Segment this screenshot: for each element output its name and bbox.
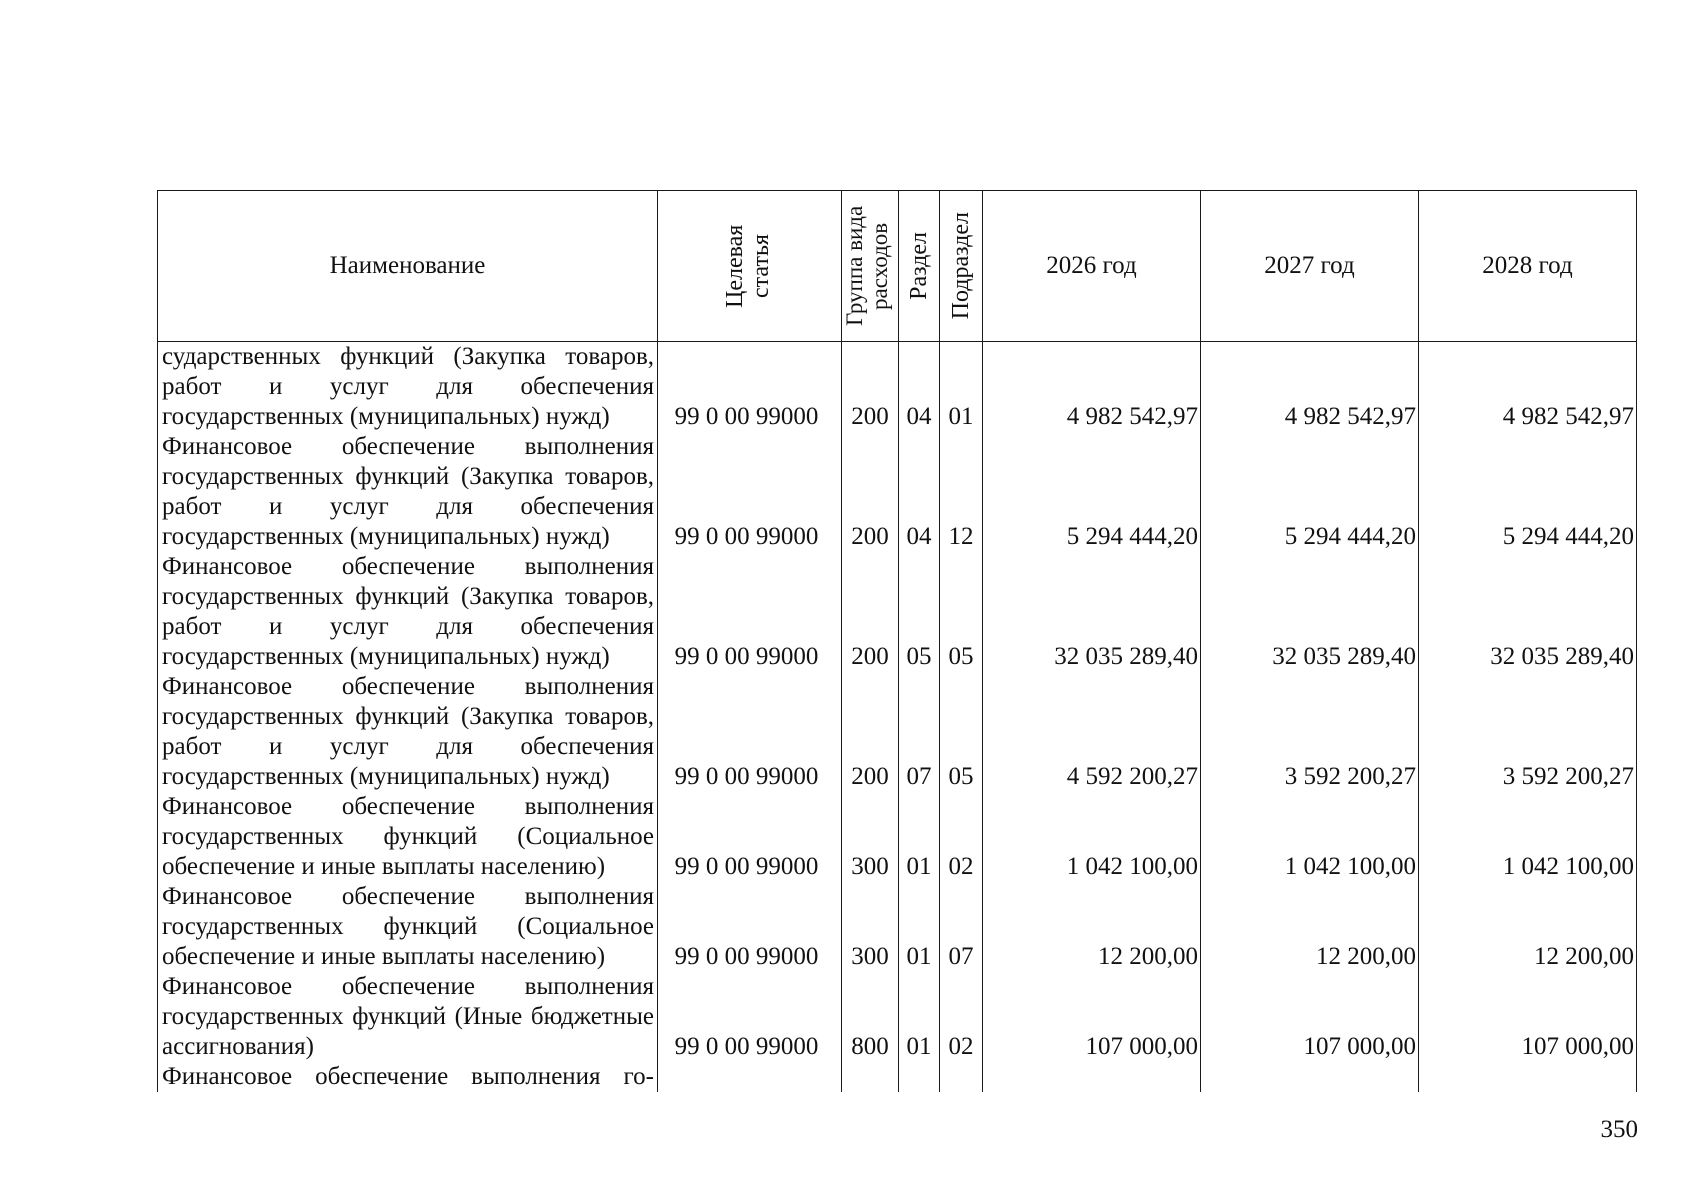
header-expense-group — [842, 191, 899, 342]
row-target-article: 99 0 00 99000 — [658, 882, 842, 972]
row-amount-2028: 3 592 200,27 — [1419, 672, 1637, 792]
row-name: Финансовое обеспечение выполнения государственных функций (Социальное обеспечение и иные выплаты населению) — [158, 882, 658, 972]
header-target-article — [658, 191, 842, 342]
row-expense-group: 300 — [842, 792, 899, 882]
header-year-2028: 2028 год — [1419, 191, 1637, 342]
row-target-article: 99 0 00 99000 — [658, 972, 842, 1062]
page-number: 350 — [1600, 1116, 1638, 1143]
table-row — [158, 672, 1637, 792]
row-target-article: 99 0 00 99000 — [658, 672, 842, 792]
row-amount-2026: 1 042 100,00 — [983, 792, 1201, 882]
row-expense-group: 200 — [842, 342, 899, 433]
table-row — [158, 792, 1637, 882]
row-amount-2026: 4 592 200,27 — [983, 672, 1201, 792]
row-amount-2028: 1 042 100,00 — [1419, 792, 1637, 882]
header-subsection — [940, 191, 983, 342]
row-subsection: 05 — [940, 552, 983, 672]
row-amount-2027: 12 200,00 — [1201, 882, 1419, 972]
row-amount-2027: 107 000,00 — [1201, 972, 1419, 1062]
row-subsection: 05 — [940, 672, 983, 792]
header-year-2027: 2027 год — [1201, 191, 1419, 342]
table-row — [158, 432, 1637, 552]
row-amount-2028: 32 035 289,40 — [1419, 552, 1637, 672]
row-subsection: 07 — [940, 882, 983, 972]
row-expense-group: 200 — [842, 432, 899, 552]
row-section: 04 — [899, 342, 940, 433]
budget-table — [157, 190, 1637, 1092]
row-amount-2026: 107 000,00 — [983, 972, 1201, 1062]
row-expense-group — [842, 1062, 899, 1092]
row-expense-group: 200 — [842, 672, 899, 792]
row-subsection: 01 — [940, 342, 983, 433]
header-target-article-text: Целевая статья — [721, 224, 774, 308]
row-subsection: 02 — [940, 972, 983, 1062]
row-name: Финансовое обеспечение выполнения государственных функций (Закупка товаров, работ и услуг для обеспечения государственных (муниципальных) нужд) — [158, 552, 658, 672]
header-section-text: Раздел — [906, 232, 932, 300]
row-subsection — [940, 1062, 983, 1092]
table-header-row — [158, 191, 1637, 342]
row-amount-2026 — [983, 1062, 1201, 1092]
row-target-article — [658, 1062, 842, 1092]
row-subsection: 12 — [940, 432, 983, 552]
row-amount-2028: 107 000,00 — [1419, 972, 1637, 1062]
row-name: Финансовое обеспечение выполнения го- — [158, 1062, 658, 1092]
row-section: 07 — [899, 672, 940, 792]
row-section: 01 — [899, 972, 940, 1062]
row-section: 01 — [899, 792, 940, 882]
header-subsection-text: Подраздел — [948, 212, 974, 320]
row-target-article: 99 0 00 99000 — [658, 342, 842, 433]
row-amount-2027: 4 982 542,97 — [1201, 342, 1419, 433]
row-name: Финансовое обеспечение выполнения государственных функций (Закупка товаров, работ и услуг для обеспечения государственных (муниципальных) нужд) — [158, 432, 658, 552]
row-amount-2028: 4 982 542,97 — [1419, 342, 1637, 433]
row-section: 01 — [899, 882, 940, 972]
row-amount-2027 — [1201, 1062, 1419, 1092]
row-amount-2027: 32 035 289,40 — [1201, 552, 1419, 672]
row-amount-2026: 5 294 444,20 — [983, 432, 1201, 552]
header-name: Наименование — [158, 191, 658, 342]
row-amount-2026: 32 035 289,40 — [983, 552, 1201, 672]
row-expense-group: 300 — [842, 882, 899, 972]
row-amount-2027: 3 592 200,27 — [1201, 672, 1419, 792]
header-section — [899, 191, 940, 342]
header-year-2026: 2026 год — [983, 191, 1201, 342]
row-amount-2026: 4 982 542,97 — [983, 342, 1201, 433]
row-amount-2026: 12 200,00 — [983, 882, 1201, 972]
table-row — [158, 882, 1637, 972]
row-subsection: 02 — [940, 792, 983, 882]
row-expense-group: 200 — [842, 552, 899, 672]
row-target-article: 99 0 00 99000 — [658, 552, 842, 672]
table-row — [158, 552, 1637, 672]
table-row — [158, 342, 1637, 433]
header-expense-group-text: Группа вида расходов — [842, 205, 892, 327]
row-name: сударственных функций (Закупка товаров, работ и услуг для обеспечения государственных (муниципальных) нужд) — [158, 342, 658, 433]
row-amount-2028: 12 200,00 — [1419, 882, 1637, 972]
row-target-article: 99 0 00 99000 — [658, 792, 842, 882]
row-section — [899, 1062, 940, 1092]
row-amount-2028 — [1419, 1062, 1637, 1092]
row-target-article: 99 0 00 99000 — [658, 432, 842, 552]
row-amount-2028: 5 294 444,20 — [1419, 432, 1637, 552]
row-name: Финансовое обеспечение выполнения государственных функций (Закупка товаров, работ и услуг для обеспечения государственных (муниципальных) нужд) — [158, 672, 658, 792]
row-name: Финансовое обеспечение выполнения государственных функций (Иные бюджетные ассигнования) — [158, 972, 658, 1062]
row-section: 05 — [899, 552, 940, 672]
row-section: 04 — [899, 432, 940, 552]
row-amount-2027: 5 294 444,20 — [1201, 432, 1419, 552]
row-name: Финансовое обеспечение выполнения государственных функций (Социальное обеспечение и иные выплаты населению) — [158, 792, 658, 882]
table-row — [158, 1062, 1637, 1092]
row-expense-group: 800 — [842, 972, 899, 1062]
table-row — [158, 972, 1637, 1062]
row-amount-2027: 1 042 100,00 — [1201, 792, 1419, 882]
